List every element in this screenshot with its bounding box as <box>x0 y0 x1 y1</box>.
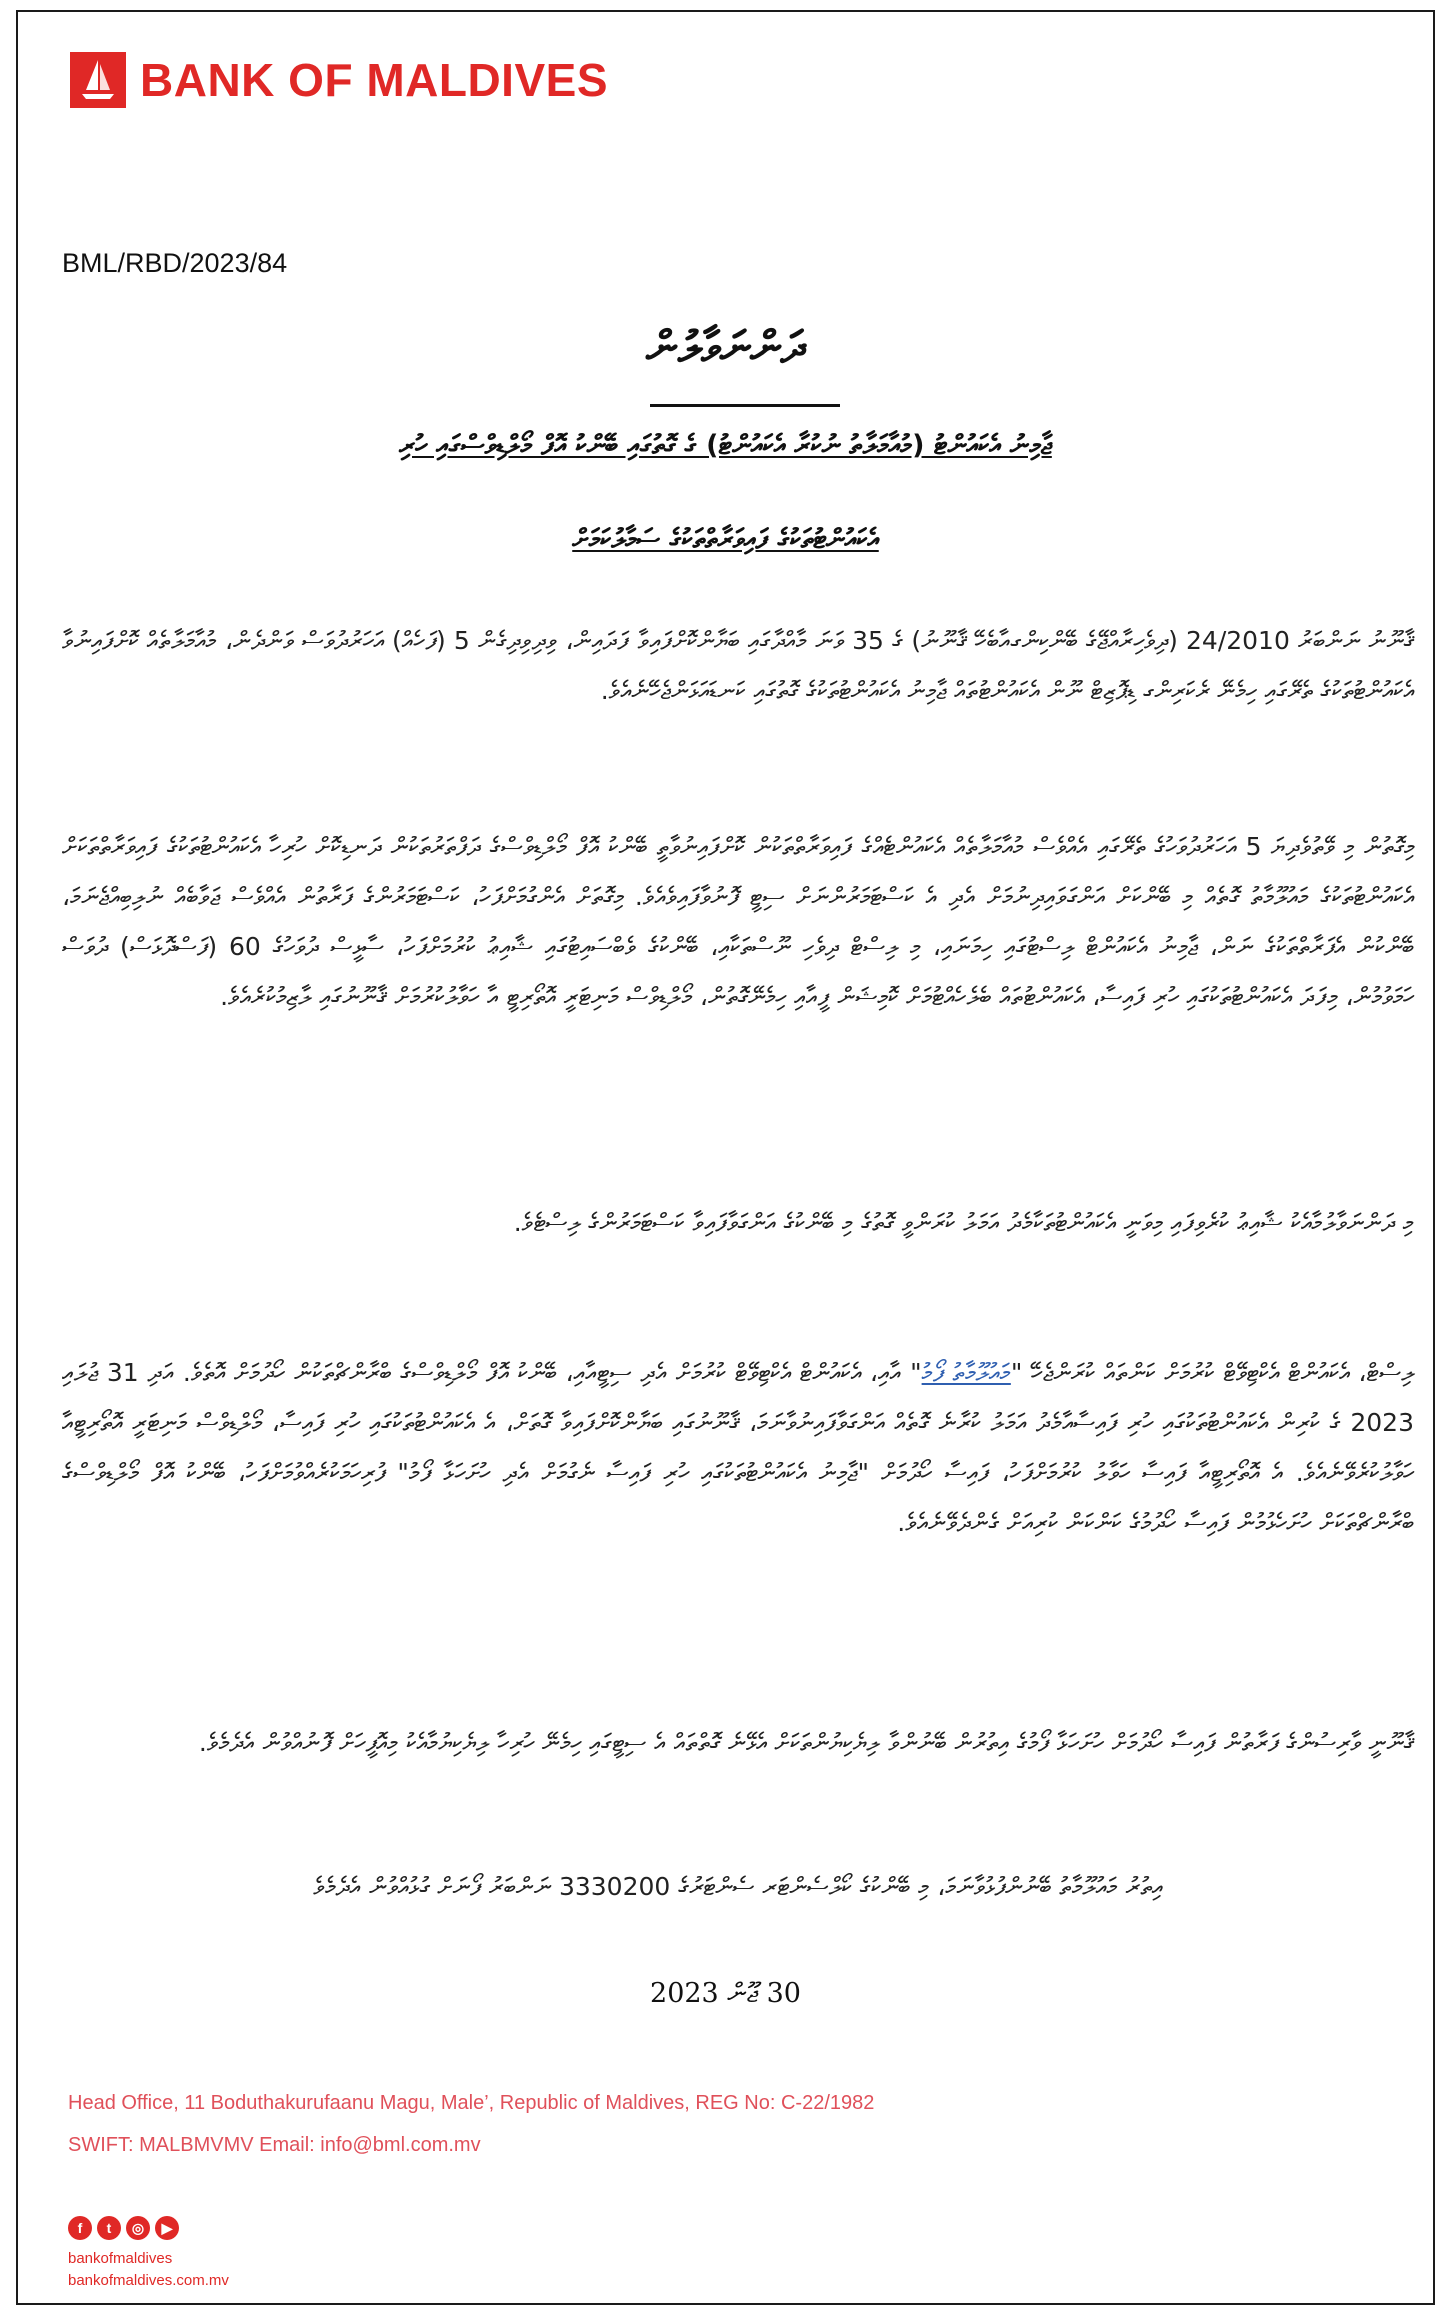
subtitle-line-1: ޖާމިނު އެކައުންޓު (މުއާމަލާތު ނުކުރާ އެކައުންޓު) ގެ ގޮތުގައި ބޭންކު އޮފް މޯލްޑިވްސްގައި ހުރި <box>399 430 1052 461</box>
website-link[interactable]: bankofmaldives.com.mv <box>68 2272 229 2289</box>
social-handle: bankofmaldives <box>68 2250 173 2267</box>
info-form-link[interactable]: މައުލޫމާތު ފޯމު <box>921 1358 1011 1387</box>
reference-number: BML/RBD/2023/84 <box>62 248 288 278</box>
title-underline <box>650 404 840 407</box>
paragraph-4: ލިސްޓް، އެކައުންޓް އެކްޓިވޭޓް ކުރުމަށް ކަންތައް ކުރަންޖެހޭ "މައުލޫމާތު ފޯމު" އާއި، އެކައުންޓް އެކްޓިވޭޓް ކުރުމަށް އެދި ސިޓީއާއި، ބޭންކު އޮފް މޯލްޑިވްސްގެ ބްރާންޗްތަކުން ހޯދުމަށް އޮތެވެ. އަދި 31 ޖުލައި 2023 ގެ ކުރިން އެކައުންޓުތަކުގައި ހުރި ފައިސާއާމެދު އަމަލު ކުރާނެ ގޮތެއް އަންގަވާފައިނުވާނަމަ، ޤާނޫނުގައި ބަޔާންކޮށްފައިވާ ގޮތަށް، އެ އެކައުންޓުތަކުގައި ހުރި ފައިސާ، މޯލްޑިވްސް މަނިޓަރީ އޮތޯރިޓީއާ ހަވާލުކުރެވޭނެއެވެ. އެ އޮތޯރިޓީއާ ފައިސާ ހަވާލު ކުރުމަށްފަހު، ފައިސާ ހޯދުމަށް "ޖާމިނު އެކައުންޓުތަކުގައި ހުރި ފައިސާ ނެގުމަށް އެދި ހުށަހަޅާ ފޯމު" ފުރިހަމަކުރެއްވުމަށްފަހު، ބޭންކު އޮފް މޯލްޑިވްސްގެ ބްރާންޗްތަކަށް ހުށަހެޅުމުން ފައިސާ ހޯދުމުގެ ކަންކަން ކުރިއަށް ގެންދެވޭނެއެވެ. <box>62 1358 1414 1537</box>
twitter-icon[interactable]: t <box>97 2216 121 2240</box>
document-date: 30 ޖޫން 2023 <box>650 1978 801 2009</box>
brand-name: BANK OF MALDIVES <box>140 54 608 106</box>
youtube-icon[interactable]: ▶ <box>155 2216 179 2240</box>
paragraph-4-start: ލިސްޓް، އެކައުންޓް އެކްޓިވޭޓް ކުރުމަށް ކަންތައް ކުރަންޖެހޭ <box>1031 1358 1414 1387</box>
paragraph-5: ޤާނޫނީ ވާރިސުންގެ ފަރާތުން ފައިސާ ހޯދުމަށް ހުށަހަޅާ ފޯމުގެ އިތުރުން ބޭނުންވާ ލިޔެކިޔުންތަކަށް އެޅޭނެ ގޮތްތައް އެ ސިޓީގައި ހިމެނޭ ހުރިހާ ލިޔެކިޔުމާއެކު މިއޮފީހަށް ފޮނުއްވުން އެދެމެވެ. <box>198 1728 1414 1757</box>
instagram-icon[interactable]: ◎ <box>126 2216 150 2240</box>
social-links <box>68 2216 179 2240</box>
paragraph-6: އިތުރު މައުލޫމާތު ބޭނުންފުޅުވާނަމަ، މި ބޭންކުގެ ކޯލްސެންޓަރ ސެންޓަރުގެ 3330200 ނަންބަރު ފޯނަށް ގުޅުއްވުން އެދެމެވެ <box>313 1872 1163 1901</box>
footer-address: Head Office, 11 Boduthakurufaanu Magu, Male’, Republic of Maldives, REG No: C-22/1982 <box>68 2092 875 2114</box>
paragraph-1: ޤާނޫނު ނަންބަރު 24/2010 (ދިވެހިރާއްޖޭގެ ބޭންކިންގއާބެހޭ ޤާނޫނު) ގެ 35 ވަނަ މާއްދާގައި ބަޔާންކޮށްފައިވާ ފަދައިން، ވިދިވިދިގެން 5 (ފަހެއް) އަހަރުދުވަސް ވަންދެން، މުއާމަލާތެއް ކޮށްފައިނުވާ އެކައުންޓުތަކުގެ ތެރޭގައި ހިމެނޭ ރެކަރިންގ ޑިޕޮޒިޓް ނޫން އެކައުންޓުތައް ޖާމިނު އެކައުންޓުތަކުގެ ގޮތުގައި ކަނޑައަޅަންޖެހޭނެއެވެ. <box>62 626 1414 705</box>
footer-contact: SWIFT: MALBMVMV Email: info@bml.com.mv <box>68 2134 481 2156</box>
bml-logo-icon <box>70 52 126 108</box>
brand-logo <box>70 52 608 108</box>
facebook-icon[interactable]: f <box>68 2216 92 2240</box>
document-title: ދަންނަވާލުން <box>646 322 805 373</box>
subtitle-line-2: އެކައުންޓުތަކުގެ ފައިވަރާތްތަކުގެ ސަމާލުކަމަށް <box>572 524 879 555</box>
document-page <box>16 10 1435 2305</box>
paragraph-4-end: އާއި، އެކައުންޓް އެކްޓިވޭޓް ކުރުމަށް އެދި ސިޓީއާއި، ބޭންކު އޮފް މޯލްޑިވްސްގެ ބްރާންޗްތަކުން ހޯދުމަށް އޮތެވެ. އަދި 31 ޖުލައި 2023 ގެ ކުރިން އެކައުންޓުތަކުގައި ހުރި ފައިސާއާމެދު އަމަލު ކުރާނެ ގޮތެއް އަންގަވާފައިނުވާނަމަ، ޤާނޫނުގައި ބަޔާންކޮށްފައިވާ ގޮތަށް، އެ އެކައުންޓުތަކުގައި ހުރި ފައިސާ، މޯލްޑިވްސް މަނިޓަރީ އޮތޯރިޓީއާ ހަވާލުކުރެވޭނެއެވެ. އެ އޮތޯރިޓީއާ ފައިސާ ހަވާލު ކުރުމަށްފަހު، ފައިސާ ހޯދުމަށް "ޖާމިނު އެކައުންޓުތަކުގައި ހުރި ފައިސާ ނެގުމަށް އެދި ހުށަހަޅާ ފޯމު" ފުރިހަމަކުރެއްވުމަށްފަހު، ބޭންކު އޮފް މޯލްޑިވްސްގެ ބްރާންޗްތަކަށް ހުށަހެޅުމުން ފައިސާ ހޯދުމުގެ ކަންކަން ކުރިއަށް ގެންދެވޭނެއެވެ. <box>62 1358 1414 1537</box>
paragraph-3: މި ދަންނަވާލުމާއެކު ޝާއިޢު ކުރެވިފައި މިވަނީ އެކައުންޓުތަކާމެދު އަމަލު ކުރަންވީ ގޮތުގެ މި ބޭންކުގެ އަންގަވާފައިވާ ކަސްޓަމަރުންގެ ލިސްޓެވެ. <box>513 1208 1414 1237</box>
paragraph-2: މިގޮތުން މި ވޭތުވެދިޔަ 5 އަހަރުދުވަހުގެ ތެރޭގައި އެއްވެސް މުއާމަލާތެއް އެކައުންޓެއްގެ ފައިވަރާތްތަކުން ކޮށްފައިނުވާތީ ބޭންކު އޮފް މޯލްޑިވްސްގެ ދަފްތަރުތަކުން ދަނޑިކޮށް ހުރިހާ އެކައުންޓުތަކުގެ ފައިވަރާތްތަކަށް އެކައުންޓުތަކުގެ މައުލޫމާތު ގޮތެއް މި ބޭންކަށް އަންގަވައިދިނުމަށް އެދި އެ ކަސްޓަމަރުންނަށް ސިޓީ ފޮނުވާފައިވެއެވެ. މިގޮތަށް އެންގުމަށްފަހު، ކަސްޓަމަރުންގެ ފަރާތުން އެއްވެސް ޖަވާބެއް ނުލިބިއްޖެނަމަ، ބޭންކުން އެފަރާތްތަކުގެ ނަން، ޖާމިނު އެކައުންޓް ލިސްޓުގައި ހިމަނައި، މި ލިސްޓް ދިވެހި ނޫސްތަކާއި، ބޭންކުގެ ވެބްސައިޓުގައި ޝާއިޢު ކުރުމަށްފަހު، ސާޅީސް ދުވަހުގެ 60 (ފަސްދޮޅަސް) ދުވަސް ހަމަވުމުން، މިފަދަ އެކައުންޓުތަކުގައި ހުރި ފައިސާ، އެކައުންޓުތައް ބެލެހެއްޓުމަށް ކޮމިޝަން ފީއާއި ހިމެނޭގޮތުން، މޯލްޑިވްސް މަނިޓަރީ އޮތޯރިޓީ އާ ހަވާލުކުރުމަށް ޤާނޫނުގައި ލާޒިމުކުރެއެވެ. <box>62 832 1415 1011</box>
